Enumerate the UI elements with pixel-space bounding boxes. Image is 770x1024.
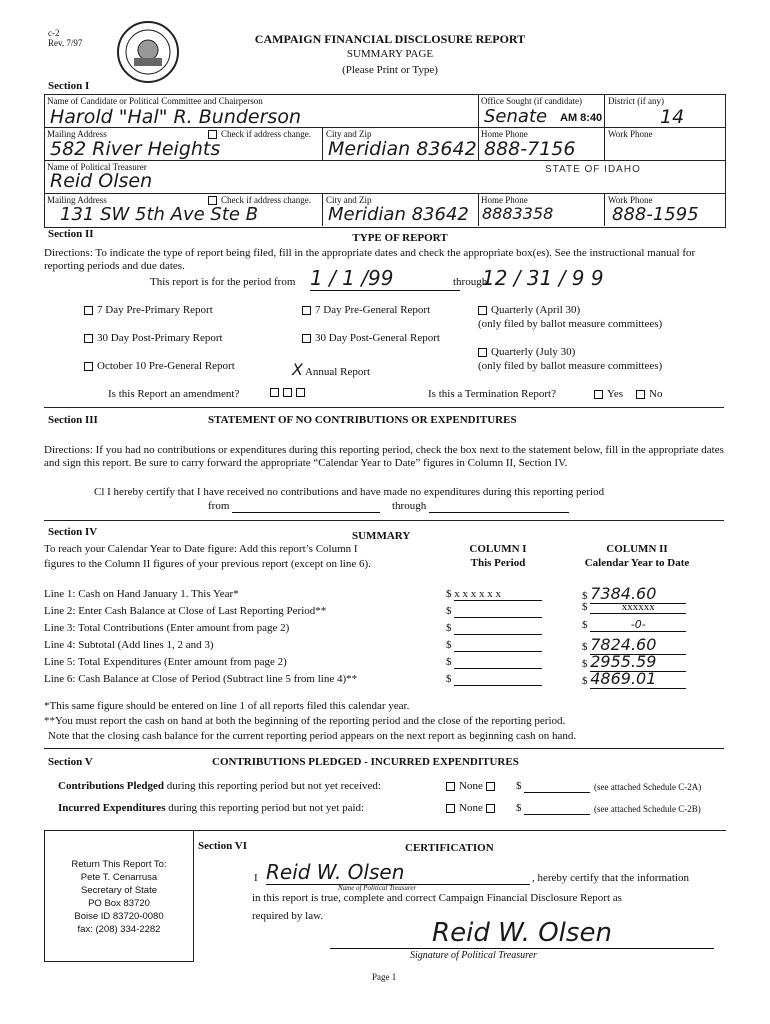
column-1-subtitle: This Period <box>470 557 526 569</box>
option-quarterly-july[interactable]: Quarterly (July 30) <box>478 346 575 358</box>
section-3-label: Section III <box>48 414 98 426</box>
candidate-name-value[interactable]: Harold "Hal" R. Bunderson <box>50 106 301 128</box>
option-october-pregeneral[interactable]: October 10 Pre-General Report <box>84 360 235 372</box>
option-7day-preprimary[interactable]: 7 Day Pre-Primary Report <box>84 304 213 316</box>
summary-line-label: Line 5: Total Expenditures (Enter amount from page 2) <box>44 656 287 668</box>
type-of-report-heading: TYPE OF REPORT <box>352 232 448 244</box>
address-change-checkbox[interactable]: Check if address change. <box>208 129 311 139</box>
option-7day-pregeneral[interactable]: 7 Day Pre-General Report <box>302 304 430 316</box>
pledged-amount[interactable]: $ <box>516 780 590 793</box>
column-1-line-5[interactable] <box>454 656 542 669</box>
column-2-subtitle: Calendar Year to Date <box>584 557 690 569</box>
treasurer-city-value[interactable]: Meridian 83642 <box>328 204 469 225</box>
district-value[interactable]: 14 <box>660 106 685 128</box>
quarterly-july-note: (only filed by ballot measure committees) <box>478 360 663 372</box>
through-text: through <box>453 276 488 288</box>
footnote-3: Note that the closing cash balance for the current reporting period appears on the next report as beginning cash on hand. <box>48 730 577 742</box>
treasurer-address-change-checkbox[interactable]: Check if address change. <box>208 195 311 205</box>
summary-intro-1: To reach your Calendar Year to Date figure: Add this report’s Column I <box>44 543 358 555</box>
certification-heading: CERTIFICATION <box>405 842 494 854</box>
amendment-checkboxes[interactable] <box>270 386 309 398</box>
section-1-label: Section I <box>48 80 90 92</box>
office-sought-value[interactable]: Senate <box>484 106 548 127</box>
summary-line-label: Line 2: Enter Cash Balance at Close of Last Reporting Period** <box>44 605 327 617</box>
form-id: c-2 <box>48 28 60 38</box>
name-caption: Name of Political Treasurer <box>338 884 417 892</box>
state-seal <box>116 20 180 84</box>
incurred-amount[interactable]: $ <box>516 802 590 815</box>
cert-text-2: in this report is true, complete and correct Campaign Financial Disclosure Report as <box>252 892 622 904</box>
section-3-directions: Directions: If you had no contributions or expenditures during this reporting period, check the box next to the statement below, fill in the appropriate dates and sign this report. Be sure to carry forward the appropriate “Calendar Year to Date” figures in Column II, Section IV. <box>44 444 724 469</box>
treasurer-work-phone-value[interactable]: 888-1595 <box>612 204 699 225</box>
column-2-line-4[interactable]: 7824.60 <box>590 635 686 655</box>
cert-text-3: required by law. <box>252 910 324 922</box>
incurred-row: Incurred Expenditures during this reporting period but not yet paid: <box>58 802 365 814</box>
schedule-c2a-note: (see attached Schedule C-2A) <box>594 782 702 792</box>
option-annual-report[interactable]: X Annual Report <box>292 360 371 379</box>
termination-yes[interactable]: Yes <box>594 388 623 400</box>
column-1-line-4[interactable] <box>454 639 542 652</box>
section-2-label: Section II <box>48 228 94 240</box>
treasurer-signature[interactable]: Reid W. Olsen <box>330 918 714 949</box>
summary-heading: SUMMARY <box>352 530 411 542</box>
column-2-line-1[interactable]: 7384.60 <box>590 584 686 604</box>
treasurer-home-phone-label: Home Phone <box>481 195 528 205</box>
treasurer-city-label: City and Zip <box>326 195 372 205</box>
summary-line-label: Line 1: Cash on Hand January 1. This Year* <box>44 588 239 600</box>
amendment-question: Is this Report an amendment? <box>108 388 240 400</box>
summary-intro-2: figures to the Column II figures of your previous report (except on line 6). <box>44 558 371 570</box>
no-contrib-from: from <box>208 500 380 513</box>
cert-i: I <box>254 872 258 884</box>
work-phone-label: Work Phone <box>608 129 653 139</box>
treasurer-home-phone-value[interactable]: 8883358 <box>482 204 554 223</box>
summary-line-label: Line 6: Cash Balance at Close of Period (Subtract line 5 from line 4)** <box>44 673 358 685</box>
mailing-address-label: Mailing Address <box>47 129 107 139</box>
option-30day-postgeneral[interactable]: 30 Day Post-General Report <box>302 332 440 344</box>
schedule-c2b-note: (see attached Schedule C-2B) <box>594 804 701 814</box>
annual-check-mark: X <box>292 360 303 379</box>
summary-line-label: Line 4: Subtotal (Add lines 1, 2 and 3) <box>44 639 214 651</box>
treasurer-mailing-value[interactable]: 131 SW 5th Ave Ste B <box>60 204 259 225</box>
quarterly-april-note: (only filed by ballot measure committees) <box>478 318 663 330</box>
no-contributions-heading: STATEMENT OF NO CONTRIBUTIONS OR EXPENDITURES <box>208 414 517 426</box>
period-to-value[interactable]: 12 / 31 / 9 9 <box>482 266 604 290</box>
pledged-none-checkbox[interactable]: None <box>446 780 499 792</box>
column-2-line-2[interactable]: xxxxxx <box>590 601 686 614</box>
section-6-label: Section VI <box>198 840 247 852</box>
period-text: This report is for the period from <box>150 276 296 288</box>
form-revision: Rev. 7/97 <box>48 38 83 48</box>
column-2-values: $ 7384.60 $ xxxxxx $ -0- $ 7824.60 $ 2955.59 $ 4869.01 <box>582 584 692 686</box>
footnote-2: **You must report the cash on hand at both the beginning of the reporting period and the close of the reporting period. <box>44 715 566 727</box>
summary-line-label: Line 3: Total Contributions (Enter amount from page 2) <box>44 622 290 634</box>
home-phone-value[interactable]: 888-7156 <box>484 138 576 160</box>
treasurer-mailing-label: Mailing Address <box>47 195 107 205</box>
cert-text-1: , hereby certify that the information <box>532 872 689 884</box>
treasurer-work-phone-label: Work Phone <box>608 195 653 205</box>
treasurer-name-value[interactable]: Reid Olsen <box>50 170 153 192</box>
column-2-line-5[interactable]: 2955.59 <box>590 652 686 672</box>
section-4-label: Section IV <box>48 526 98 538</box>
mailing-address-value[interactable]: 582 River Heights <box>50 138 221 160</box>
pledged-heading: CONTRIBUTIONS PLEDGED - INCURRED EXPENDITURES <box>212 756 519 768</box>
column-2-line-3[interactable]: -0- <box>590 618 686 632</box>
no-contrib-through: through <box>392 500 569 513</box>
pledged-row: Contributions Pledged during this reporting period but not yet received: <box>58 780 381 792</box>
print-instruction: (Please Print or Type) <box>342 64 438 76</box>
option-quarterly-april[interactable]: Quarterly (April 30) <box>478 304 580 316</box>
column-2-line-6[interactable]: 4869.01 <box>590 669 686 689</box>
home-phone-label: Home Phone <box>481 129 528 139</box>
signature-caption: Signature of Political Treasurer <box>410 950 537 961</box>
return-address: Return This Report To: Pete T. Cenarrusa Secretary of State PO Box 83720 Boise ID 83720-0080 fax: (208) 334-2282 <box>71 859 167 935</box>
no-contributions-certify[interactable]: Cl I hereby certify that I have received no contributions and have made no expenditures during this reporting period <box>94 486 605 498</box>
column-1-line-3[interactable] <box>454 622 542 635</box>
treasurer-printed-name[interactable]: Reid W. Olsen <box>266 860 530 885</box>
column-1-title: COLUMN I <box>469 543 527 555</box>
column-1-values: $ x x x x x x $ $ $ $ $ <box>446 588 546 690</box>
column-1-line-1[interactable]: x x x x x x <box>454 588 542 601</box>
termination-no[interactable]: No <box>636 388 662 400</box>
summary-line-labels <box>44 588 444 690</box>
page-number: Page 1 <box>372 972 397 982</box>
column-2-title: COLUMN II <box>606 543 668 555</box>
termination-question: Is this a Termination Report? <box>428 388 556 400</box>
page-title: CAMPAIGN FINANCIAL DISCLOSURE REPORT <box>254 32 526 46</box>
footnote-1: *This same figure should be entered on line 1 of all reports filed this calendar year. <box>44 700 410 712</box>
period-from-value[interactable]: 1 / 1 /99 <box>310 266 460 291</box>
page-subtitle: SUMMARY PAGE <box>346 48 434 60</box>
office-sought-label: Office Sought (if candidate) <box>481 96 583 106</box>
column-1-line-6[interactable] <box>454 673 542 686</box>
received-stamp: AM 8:40 <box>560 112 603 124</box>
incurred-none-checkbox[interactable]: None <box>446 802 499 814</box>
treasurer-name-label: Name of Political Treasurer <box>47 162 147 172</box>
city-zip-value[interactable]: Meridian 83642 <box>328 138 477 160</box>
state-stamp: STATE OF IDAHO <box>545 164 641 175</box>
section-5-label: Section V <box>48 756 93 768</box>
column-1-line-2[interactable] <box>454 605 542 618</box>
district-label: District (if any) <box>608 96 664 106</box>
city-zip-label: City and Zip <box>326 129 372 139</box>
option-30day-postprimary[interactable]: 30 Day Post-Primary Report <box>84 332 223 344</box>
candidate-name-label: Name of Candidate or Political Committee and Chairperson <box>47 96 263 106</box>
section-2-directions: Directions: To indicate the type of report being filed, fill in the appropriate dates and check the appropriate box(es). See the instructional manual for reporting periods and due dates. <box>44 247 696 272</box>
